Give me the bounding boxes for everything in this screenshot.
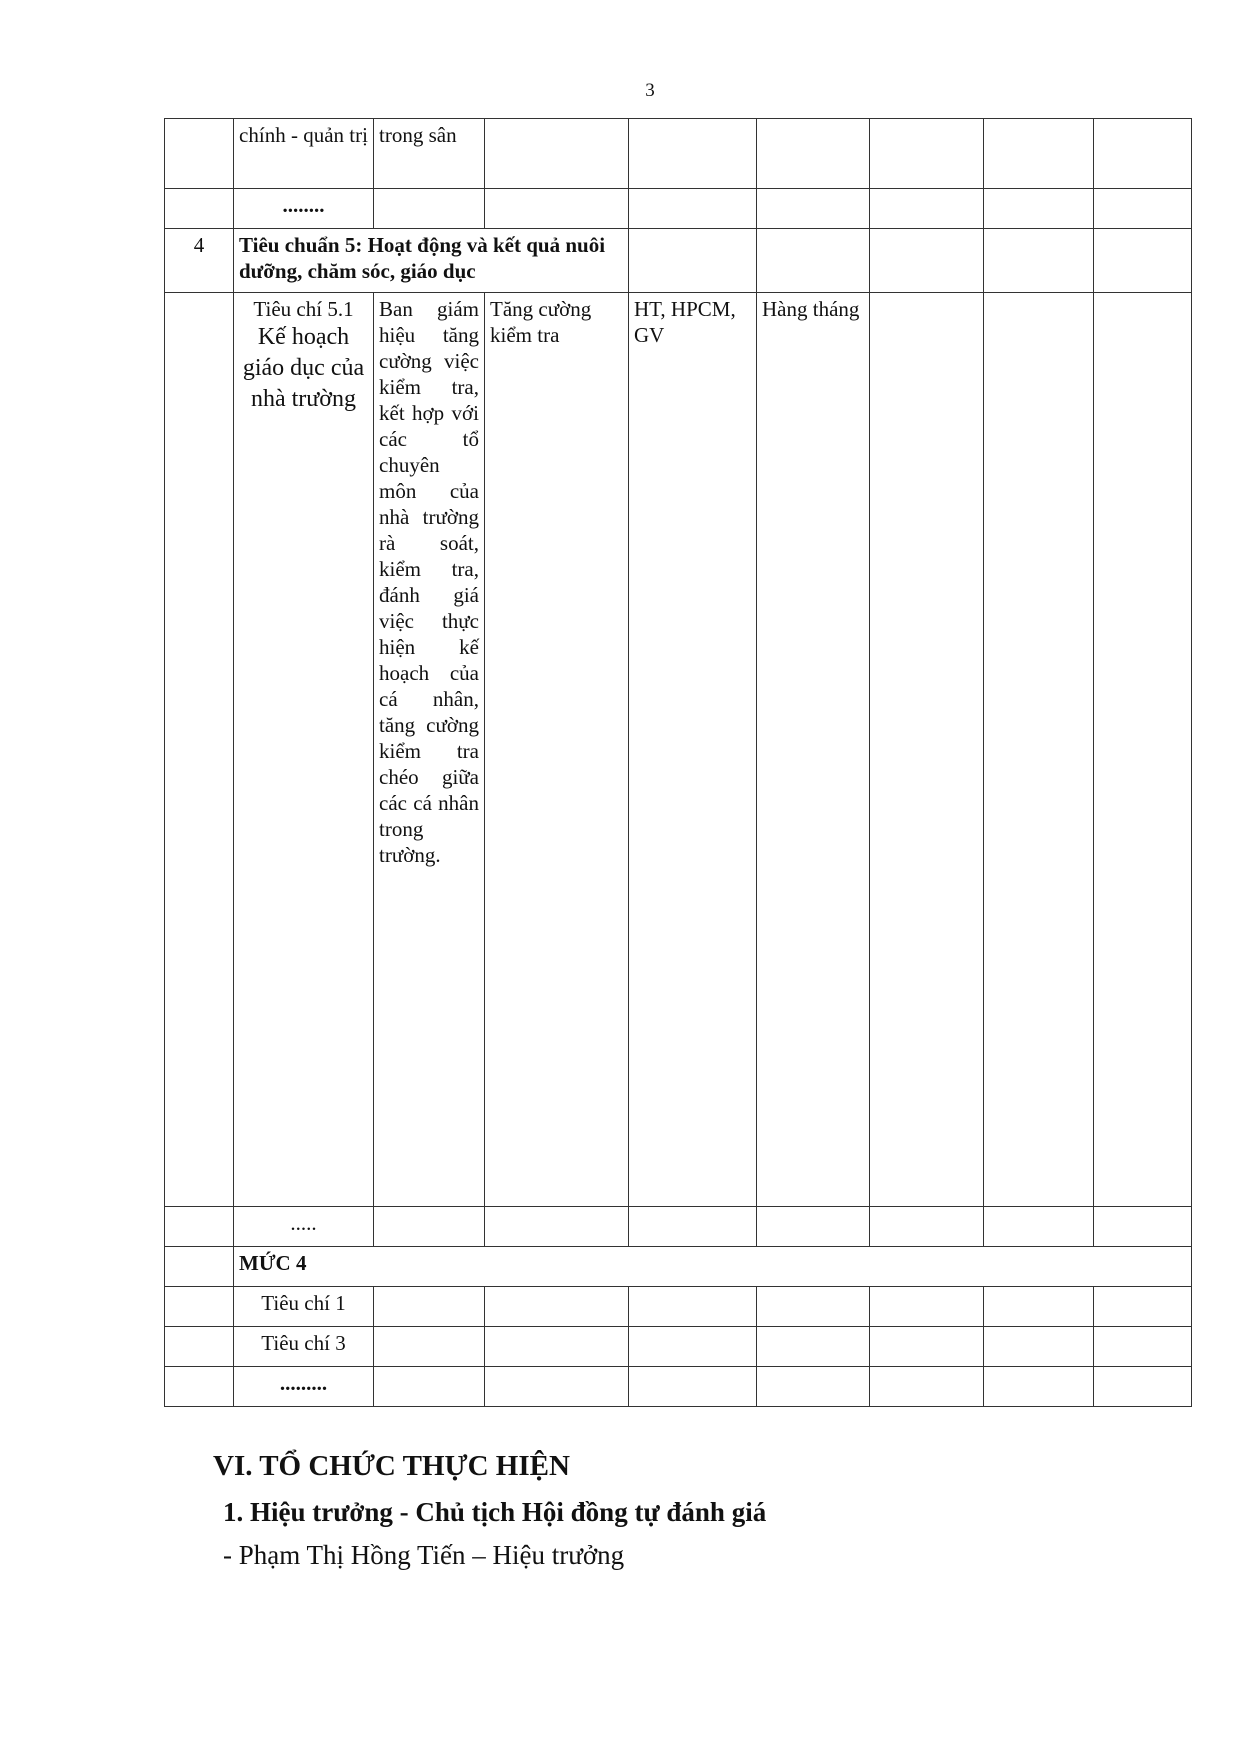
table-row [165,1247,1192,1287]
table-cell-task: Tăng cường kiểm tra [485,293,629,1207]
table-cell-solution: trong sân [374,119,485,189]
criterion-title: Kế hoạch giáo dục của nhà trường [242,324,365,412]
standard-heading: Tiêu chuẩn 5: Hoạt động và kết quả nuôi dưỡng, chăm sóc, giáo dục [234,229,629,293]
section-subheading: 1. Hiệu trưởng - Chủ tịch Hội đồng tự đánh giá [223,1497,767,1527]
table-cell-solution: Ban giám hiệu tăng cường việc kiểm tra, kết hợp với các tổ chuyên môn của nhà trường rà soát, kiểm tra, đánh giá việc thực hiện kế hoạch của cá nhân, tăng cường kiểm tra chéo giữa các cá nhân trong trường. [374,293,485,1207]
table-row [165,1287,1192,1327]
table-cell-ellipsis: ......... [234,1367,374,1407]
plan-table [164,118,1192,1407]
table-cell-criterion [234,293,374,1207]
table-cell-criterion: Tiêu chí 3 [234,1327,374,1367]
table-cell-time: Hàng tháng [757,293,870,1207]
section-heading: VI. TỔ CHỨC THỰC HIỆN [213,1450,570,1482]
principal-line: - Phạm Thị Hồng Tiến – Hiệu trưởng [223,1540,625,1570]
table-cell-criterion: chính - quản trị [234,119,374,189]
page-number: 3 [645,80,655,101]
table-cell-index: 4 [165,229,234,293]
table-row [165,1207,1192,1247]
table-row [165,119,1192,189]
table-cell-responsible: HT, HPCM, GV [629,293,757,1207]
table-row [165,1367,1192,1407]
level-heading: MỨC 4 [234,1247,1192,1287]
table-row [165,229,1192,293]
table-cell-ellipsis: ..... [234,1207,374,1247]
table-row [165,1327,1192,1367]
table-cell-ellipsis: ........ [234,189,374,229]
criterion-code: Tiêu chí 5.1 [253,297,354,321]
table-row [165,189,1192,229]
table-cell-criterion: Tiêu chí 1 [234,1287,374,1327]
table-row [165,293,1192,1207]
